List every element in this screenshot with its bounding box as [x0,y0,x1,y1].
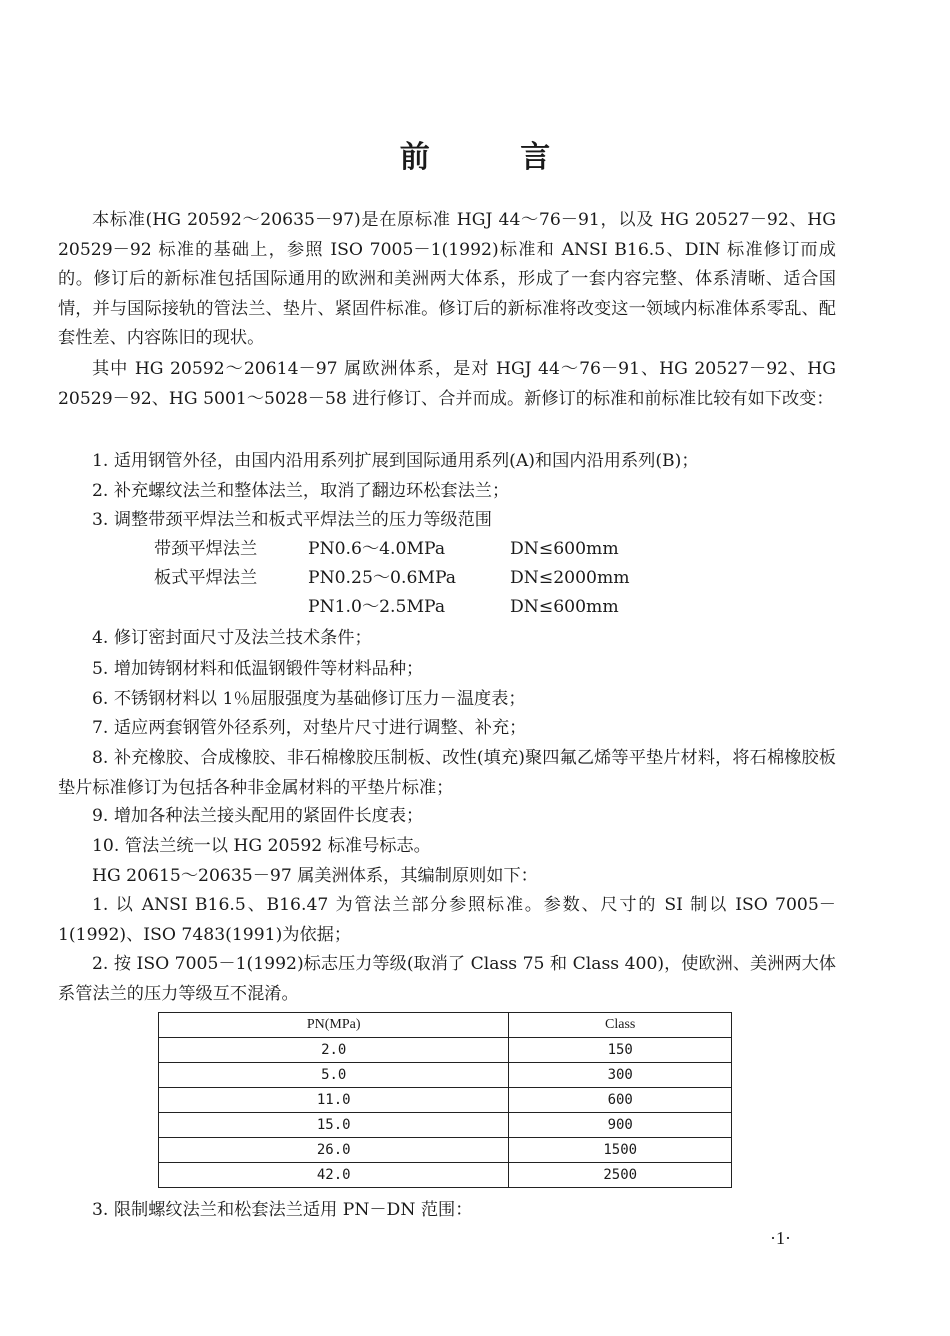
euro-system-paragraph: 其中 HG 20592～20614－97 属欧洲体系，是对 HGJ 44～76－91、HG 20527－92、HG 20529－92、HG 5001～5028－58 进行修订、合并而成。新修订的标准和前标准比较有如下改变： [58,359,836,409]
pn-class-table [158,1012,732,1188]
range-dn-1: DN≤600mm [510,539,619,559]
cell-class: 2500 [509,1163,732,1188]
euro-item-9: 9. 增加各种法兰接头配用的紧固件长度表； [92,806,424,826]
range-dn-3: DN≤600mm [510,597,619,617]
range-pn-3: PN1.0～2.5MPa [308,597,446,617]
cell-pn: 42.0 [159,1163,509,1188]
amer-item-3: 3. 限制螺纹法兰和松套法兰适用 PN－DN 范围： [92,1200,473,1220]
cell-class: 1500 [509,1138,732,1163]
euro-item-10: 10. 管法兰统一以 HG 20592 标准号标志。 [92,836,431,856]
amer-system-paragraph: HG 20615～20635－97 属美洲体系，其编制原则如下： [92,866,538,886]
euro-item-1: 1. 适用钢管外径，由国内沿用系列扩展到国际通用系列(A)和国内沿用系列(B)； [92,451,699,471]
page-number: ·1· [770,1228,791,1248]
cell-pn: 5.0 [159,1063,509,1088]
range-pn-1: PN0.6～4.0MPa [308,539,446,559]
header-pn: PN(MPa) [159,1013,509,1038]
range-pn-2: PN0.25～0.6MPa [308,568,457,588]
cell-class: 900 [509,1113,732,1138]
range-type-2: 板式平焊法兰 [154,568,258,588]
euro-item-3: 3. 调整带颈平焊法兰和板式平焊法兰的压力等级范围 [92,510,492,530]
intro-paragraph: 本标准(HG 20592～20635－97)是在原标准 HGJ 44～76－91，以及 HG 20527－92、HG 20529－92 标准的基础上，参照 ISO 7005－1(1992)标准和 ANSI B16.5、DIN 标准修订而成的。修订后的新标准包括国际通用的欧洲和美洲两大体系，形成了一套内容完整、体系清晰、适合国情，并与国际接轨的管法兰、垫片、紧固件标准。修订后的新标准将改变这一领域内标准体系零乱、配套性差、内容陈旧的现状。 [58,210,836,348]
range-dn-2: DN≤2000mm [510,568,630,588]
euro-item-4: 4. 修订密封面尺寸及法兰技术条件； [92,628,372,648]
header-class: Class [509,1013,732,1038]
cell-pn: 15.0 [159,1113,509,1138]
euro-item-5: 5. 增加铸钢材料和低温钢锻件等材料品种； [92,659,424,679]
cell-class: 300 [509,1063,732,1088]
cell-class: 150 [509,1038,732,1063]
cell-pn: 11.0 [159,1088,509,1113]
cell-class: 600 [509,1088,732,1113]
table-row [159,1038,732,1063]
range-type-1: 带颈平焊法兰 [154,539,258,559]
euro-item-2: 2. 补充螺纹法兰和整体法兰，取消了翻边环松套法兰； [92,481,510,501]
page-title: 前 言 [399,140,591,175]
table-header-row [159,1013,732,1038]
table-row [159,1113,732,1138]
euro-item-8: 8. 补充橡胶、合成橡胶、非石棉橡胶压制板、改性(填充)聚四氟乙烯等平垫片材料，将石棉橡胶板垫片标准修订为包括各种非金属材料的平垫片标准； [58,748,836,798]
amer-item-1: 1. 以 ANSI B16.5、B16.47 为管法兰部分参照标准。参数、尺寸的 SI 制以 ISO 7005－1(1992)、ISO 7483(1991)为依据； [58,895,836,945]
table-row [159,1163,732,1188]
table-row [159,1138,732,1163]
euro-item-7: 7. 适应两套钢管外径系列，对垫片尺寸进行调整、补充； [92,718,527,738]
amer-item-2: 2. 按 ISO 7005－1(1992)标志压力等级(取消了 Class 75 和 Class 400)，使欧洲、美洲两大体系管法兰的压力等级互不混淆。 [58,954,836,1004]
euro-item-6: 6. 不锈钢材料以 1％屈服强度为基础修订压力－温度表； [92,689,526,709]
table-row [159,1088,732,1113]
cell-pn: 2.0 [159,1038,509,1063]
table-row [159,1063,732,1088]
cell-pn: 26.0 [159,1138,509,1163]
